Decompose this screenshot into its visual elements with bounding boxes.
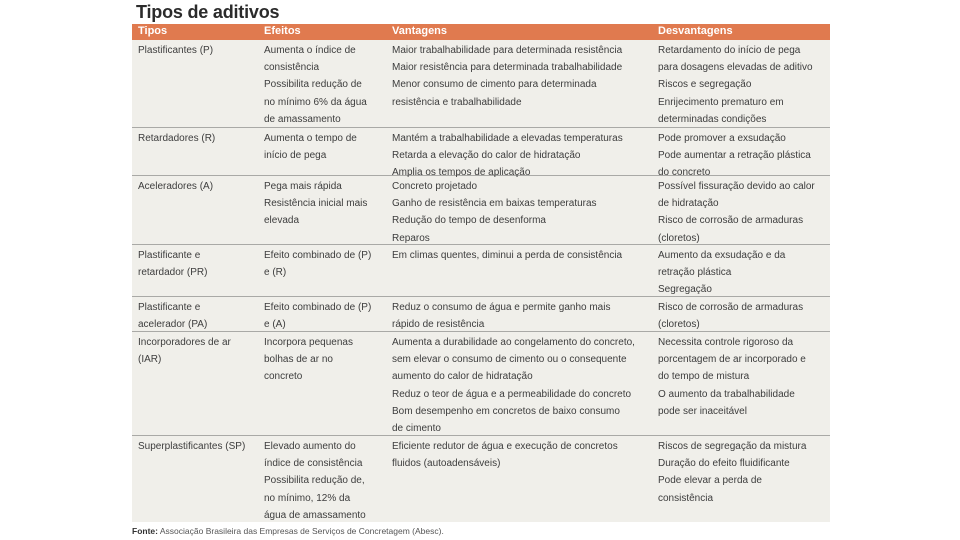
- cell-line: Aumenta o índice de: [264, 45, 356, 56]
- cell-vantagens: [392, 299, 650, 333]
- cell-line: Aumento da exsudação e da: [658, 250, 786, 261]
- cell-line: Em climas quentes, diminui a perda de consistência: [392, 250, 623, 261]
- page-title: Tipos de aditivos: [136, 2, 280, 22]
- cell-vantagens: [392, 130, 650, 182]
- cell-line: índice de consistência: [264, 458, 363, 470]
- cell-line: no mínimo, 12% da: [264, 492, 351, 504]
- cell-line: (cloretos): [658, 232, 700, 244]
- cell-line: retardador (PR): [138, 267, 208, 279]
- cell-line: Eficiente redutor de água e execução de concretos: [392, 441, 618, 452]
- cell-line: O aumento da trabalhabilidade: [658, 388, 795, 400]
- cell-line: Retardamento do início de pega: [658, 45, 801, 56]
- cell-line: sem elevar o consumo de cimento ou o consequente: [392, 354, 627, 366]
- table-row: [132, 40, 830, 128]
- additives-table-body: [132, 40, 830, 522]
- cell-efeitos: [264, 299, 384, 333]
- cell-line: consistência: [264, 62, 320, 74]
- cell-line: Riscos e segregação: [658, 79, 752, 91]
- cell-line: Plastificante e: [138, 250, 201, 261]
- cell-line: aumento do calor de hidratação: [392, 371, 533, 383]
- cell-efeitos: [264, 334, 384, 386]
- cell-line: Retarda a elevação do calor de hidratação: [392, 150, 581, 162]
- cell-efeitos: [264, 438, 384, 524]
- cell-line: para dosagens elevadas de aditivo: [658, 62, 813, 74]
- cell-tipo: [138, 299, 256, 333]
- cell-line: Risco de corrosão de armaduras: [658, 302, 804, 313]
- cell-line: Efeito combinado de (P): [264, 250, 372, 261]
- cell-line: Ganho de resistência em baixas temperaturas: [392, 198, 597, 210]
- cell-line: Superplastificantes (SP): [138, 441, 246, 452]
- cell-line: e (R): [264, 267, 287, 279]
- cell-line: Duração do efeito fluidificante: [658, 458, 790, 470]
- cell-line: rápido de resistência: [392, 319, 485, 331]
- cell-efeitos: [264, 130, 384, 164]
- cell-line: Enrijecimento prematuro em: [658, 96, 784, 108]
- cell-efeitos: [264, 178, 384, 230]
- cell-line: Retardadores (R): [138, 133, 216, 144]
- table-row: [132, 176, 830, 245]
- cell-line: determinadas condições: [658, 113, 767, 125]
- cell-vantagens: [392, 42, 650, 111]
- cell-line: Efeito combinado de (P): [264, 302, 372, 313]
- cell-line: Reduz o consumo de água e permite ganho mais: [392, 302, 611, 313]
- source-footer: [132, 526, 444, 536]
- cell-line: consistência: [658, 492, 714, 504]
- cell-line: Pode promover a exsudação: [658, 133, 786, 144]
- additives-table-panel: [132, 0, 830, 540]
- cell-line: Pega mais rápida: [264, 181, 342, 192]
- cell-line: Possível fissuração devido ao calor: [658, 181, 815, 192]
- cell-line: porcentagem de ar incorporado e: [658, 354, 806, 366]
- cell-line: Concreto projetado: [392, 181, 478, 192]
- table-row: [132, 128, 830, 179]
- cell-tipo: [138, 42, 256, 59]
- cell-line: Menor consumo de cimento para determinada: [392, 79, 597, 91]
- cell-line: Redução do tempo de desenforma: [392, 215, 546, 227]
- cell-desvantagens: [658, 247, 826, 299]
- cell-line: Resistência inicial mais: [264, 198, 368, 210]
- cell-line: Riscos de segregação da mistura: [658, 441, 807, 452]
- cell-line: Reparos: [392, 232, 430, 244]
- cell-line: Possibilita redução de: [264, 79, 362, 91]
- cell-line: Pode elevar a perda de: [658, 475, 762, 487]
- cell-efeitos: [264, 247, 384, 281]
- cell-line: Maior resistência para determinada trabalhabilidade: [392, 62, 623, 74]
- cell-line: Incorpora pequenas: [264, 337, 353, 348]
- cell-line: água de amassamento: [264, 509, 366, 521]
- cell-line: Incorporadores de ar: [138, 337, 231, 348]
- cell-line: Plastificantes (P): [138, 45, 214, 56]
- cell-line: bolhas de ar no: [264, 354, 333, 366]
- cell-desvantagens: [658, 42, 826, 128]
- footer-text: Associação Brasileira das Empresas de Serviços de Concretagem (Abesc).: [159, 526, 444, 536]
- cell-line: (cloretos): [658, 319, 700, 331]
- cell-desvantagens: [658, 438, 826, 507]
- header-vantagens: Vantagens: [392, 25, 448, 37]
- cell-line: (IAR): [138, 354, 162, 366]
- cell-line: no mínimo 6% da água: [264, 96, 367, 108]
- table-row: [132, 245, 830, 297]
- cell-vantagens: [392, 438, 650, 472]
- table-row: [132, 436, 830, 522]
- cell-line: do tempo de mistura: [658, 371, 750, 383]
- cell-line: Mantém a trabalhabilidade a elevadas temperaturas: [392, 133, 623, 144]
- cell-line: pode ser inaceitável: [658, 405, 747, 417]
- cell-line: Maior trabalhabilidade para determinada resistência: [392, 45, 623, 56]
- cell-line: Aumenta o tempo de: [264, 133, 357, 144]
- cell-line: fluidos (autoadensáveis): [392, 458, 501, 470]
- header-desvantagens: Desvantagens: [658, 25, 733, 37]
- cell-line: de cimento: [392, 423, 441, 435]
- cell-vantagens: [392, 178, 650, 247]
- header-tipos: Tipos: [138, 25, 168, 37]
- cell-line: Plastificante e: [138, 302, 201, 313]
- cell-tipo: [138, 130, 256, 147]
- table-row: [132, 332, 830, 436]
- header-efeitos: Efeitos: [264, 25, 301, 37]
- cell-desvantagens: [658, 178, 826, 247]
- cell-efeitos: [264, 42, 384, 128]
- cell-line: Possibilita redução de,: [264, 475, 365, 487]
- table-row: [132, 297, 830, 332]
- cell-line: Reduz o teor de água e a permeabilidade do concreto: [392, 388, 632, 400]
- cell-line: início de pega: [264, 150, 327, 162]
- cell-line: Pode aumentar a retração plástica: [658, 150, 811, 162]
- cell-line: Amplia os tempos de aplicação: [392, 167, 531, 179]
- cell-line: Aumenta a durabilidade ao congelamento do concreto,: [392, 337, 635, 348]
- cell-desvantagens: [658, 299, 826, 333]
- cell-line: e (A): [264, 319, 286, 331]
- cell-line: Elevado aumento do: [264, 441, 356, 452]
- cell-tipo: [138, 178, 256, 195]
- table-header: [132, 24, 830, 40]
- cell-desvantagens: [658, 334, 826, 420]
- cell-line: concreto: [264, 371, 303, 383]
- cell-vantagens: [392, 334, 650, 437]
- cell-line: elevada: [264, 215, 300, 227]
- cell-line: Necessita controle rigoroso da: [658, 337, 794, 348]
- cell-tipo: [138, 438, 256, 455]
- cell-line: de amassamento: [264, 113, 341, 125]
- footer-label: Fonte:: [132, 526, 158, 536]
- cell-tipo: [138, 334, 256, 368]
- cell-line: Aceleradores (A): [138, 181, 214, 192]
- cell-line: resistência e trabalhabilidade: [392, 96, 522, 108]
- cell-line: do concreto: [658, 167, 711, 179]
- cell-line: Segregação: [658, 284, 712, 296]
- cell-tipo: [138, 247, 256, 281]
- cell-desvantagens: [658, 130, 826, 182]
- cell-line: de hidratação: [658, 198, 719, 210]
- cell-line: Risco de corrosão de armaduras: [658, 215, 804, 227]
- cell-line: acelerador (PA): [138, 319, 208, 331]
- cell-line: Bom desempenho em concretos de baixo consumo: [392, 405, 620, 417]
- cell-vantagens: [392, 247, 650, 264]
- cell-line: retração plástica: [658, 267, 732, 279]
